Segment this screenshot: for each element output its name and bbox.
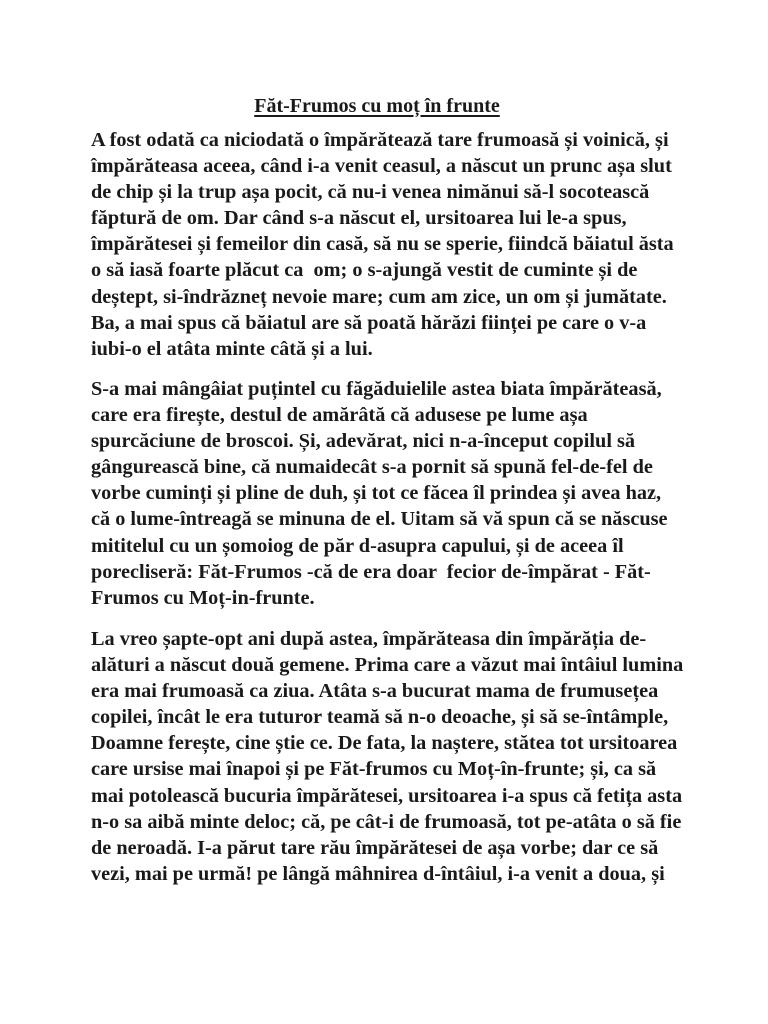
text-line: copilei, încât le era tuturor teamă să n-o deoache, și să se-întâmple, (91, 706, 669, 729)
text-line: porecliseră: Făt-Frumos -că de era doar fecior de-împărat - Făt- (91, 560, 651, 583)
text-line: La vreo șapte-opt ani după astea, împărăteasa din împărăția de- (91, 628, 647, 650)
text-line: împărătesei și femeilor din casă, să nu se sperie, fiindcă băiatul ăsta (91, 233, 674, 256)
text-line: iubi-o el atâta minte câtă și a lui. (91, 337, 373, 360)
text-line: făptură de om. Dar când s-a născut el, ursitoarea lui le-a spus, (91, 207, 627, 230)
text-line: gângurească bine, că numaidecât s-a pornit să spună fel-de-fel de (91, 456, 653, 479)
text-line: că o lume-întreagă se minuna de el. Uitam să vă spun că se născuse (91, 508, 668, 531)
paragraph-1 (91, 127, 711, 362)
text-line: spurcăciune de broscoi. Și, adevărat, nici n-a-început copilul să (91, 430, 636, 453)
text-line: vorbe cuminți și pline de duh, și tot ce făcea îl prindea și avea haz, (91, 482, 662, 505)
text-line: care era firește, destul de amărâtă că adusese pe lume așa (91, 404, 588, 427)
text-line: S-a mai mângâiat puțintel cu făgăduielile astea biata împărăteasă, (91, 378, 662, 400)
text-line: alături a născut două gemene. Prima care a văzut mai întâiul lumina (91, 654, 684, 677)
document-title: Făt-Frumos cu moț în frunte (254, 95, 500, 117)
paragraph-3 (91, 626, 711, 887)
text-line: A fost odată ca niciodată o împărătează tare frumoasă și voinică, și (91, 129, 669, 151)
text-line: n-o sa aibă minte deloc; că, pe cât-i de frumoasă, tot pe-atâta o să fie (91, 810, 682, 833)
text-line: Ba, a mai spus că băiatul are să poată hărăzi ființei pe care o v-a (91, 311, 647, 334)
text-line: vezi, mai pe urmă! pe lângă mâhnirea d-întâiul, i-a venit a doua, și (91, 862, 665, 885)
text-line: o să iasă foarte plăcut ca om; o s-ajungă vestit de cuminte și de (91, 259, 638, 282)
text-line: de chip și la trup așa pocit, că nu-i venea nimănui să-l socotească (91, 181, 650, 204)
text-line: era mai frumoasă ca ziua. Atâta s-a bucurat mama de frumusețea (91, 680, 659, 703)
paragraph-2 (91, 376, 711, 611)
text-line: mititelul cu un șomoiog de păr d-asupra capului, și de aceea îl (91, 534, 624, 557)
text-line: împărăteasa aceea, când i-a venit ceasul, a născut un prunc așa slut (91, 155, 672, 178)
text-line: care ursise mai înapoi și pe Făt-frumos cu Moț-în-frunte; și, ca să (91, 758, 657, 781)
text-line: Doamne ferește, cine știe ce. De fata, la naștere, stătea tot ursitoarea (91, 732, 678, 755)
text-line: Frumos cu Moț-in-frunte. (91, 586, 315, 609)
text-line: de neroadă. I-a părut tare rău împărătesei de așa vorbe; dar ce să (91, 836, 659, 859)
text-line: mai potolească bucuria împărătesei, ursitoarea i-a spus că fetița asta (91, 784, 683, 807)
text-line: deștept, si-îndrăzneț nevoie mare; cum am zice, un om și jumătate. (91, 285, 667, 308)
